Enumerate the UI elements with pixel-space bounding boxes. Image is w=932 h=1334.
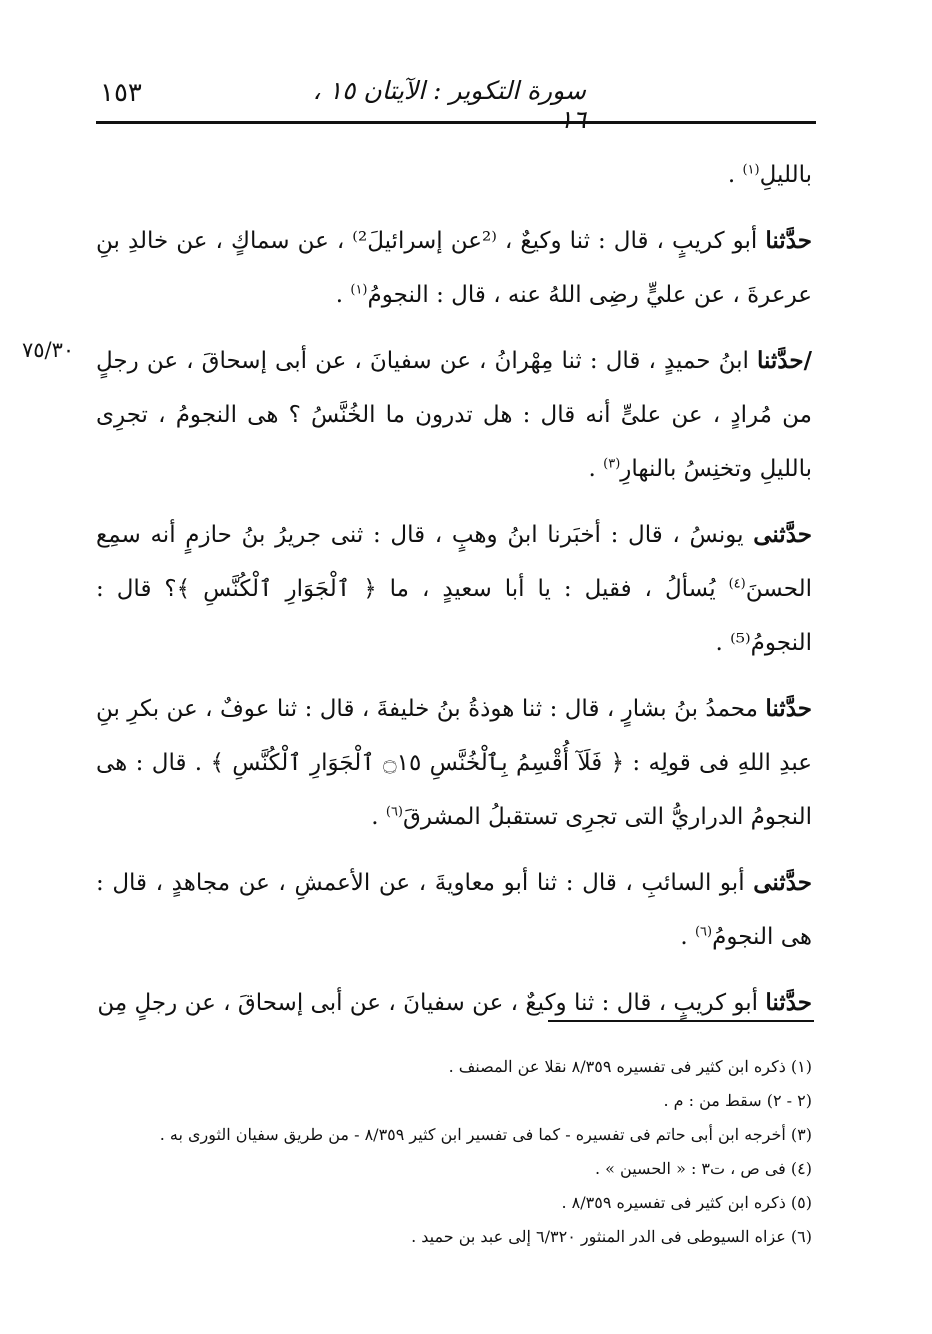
footnote-marker: (٣) <box>603 456 621 472</box>
footnote-marker: (٦) <box>694 924 713 940</box>
narrator-word: حدَّثنا <box>765 227 812 254</box>
page-header <box>96 74 816 134</box>
paragraph-text: أبو كريبٍ ، قال : ثنا وكيعٌ ، ⁽²عن إسرائيلَ²⁾ ، عن سماكٍ ، عن خالدِ بنِ عرعرةَ ، عن عليٍّ رضِى اللهُ عنه ، قال : النجومُ <box>96 228 812 308</box>
footnote: (١) ذكره ابن كثير فى تفسيره ٨/٣٥٩ نقلا عن المصنف . <box>448 1057 812 1076</box>
narrator-word: حدَّثنا <box>765 695 812 722</box>
narrator-word: حدَّثنى <box>753 521 812 548</box>
paragraph <box>96 682 812 844</box>
paragraph <box>96 214 812 322</box>
narrator-word: حدَّثنا <box>765 989 812 1016</box>
page-number: ١٥٣ <box>100 78 142 108</box>
paragraph <box>96 148 812 202</box>
paragraph-text: بالليلِ <box>759 162 812 188</box>
footnote: (٣) أخرجه ابن أبى حاتم فى تفسيره - كما فى تفسير ابن كثير ٨/٣٥٩ - من طريق سفيان الثورى به . <box>159 1125 812 1144</box>
header-rule <box>96 121 816 124</box>
paragraph-text: يونسُ ، قال : أخبَرنا ابنُ وهبٍ ، قال : ثنى جريرُ بنُ حازمٍ أنه سمِع الحسنَ <box>96 522 812 602</box>
paragraph-text: محمدُ بنُ بشارٍ ، قال : ثنا هوذةُ بنُ خليفةَ ، قال : ثنا عوفٌ ، عن بكرِ بنِ عبدِ اللهِ فى قولِه : ﴿ فَلَآ أُقْسِمُ بِٱلْخُنَّسِ ۝١٥ ٱلْجَوَارِ ٱلْكُنَّسِ ﴾ . قال : هى النجومُ الدراريُّ التى تجرِى تستقبلُ المشرقَ <box>96 696 812 830</box>
footnote-marker: (٤) <box>728 576 746 592</box>
paragraph-text: أبو كريبٍ ، قال : ثنا وكيعٌ ، عن سفيانَ ، عن أبى إسحاقَ ، عن رجلٍ مِن <box>97 990 766 1016</box>
footnote: (٤) فى ص ، ت٣ : « الحسين » . <box>595 1159 812 1178</box>
footnote-marker: (١) <box>742 162 760 178</box>
paragraph-tail: . <box>588 456 604 482</box>
footnote-marker: (٦) <box>385 804 403 820</box>
footnote-rule <box>548 1020 814 1022</box>
margin-reference: ٧٥/٣٠ <box>22 338 75 362</box>
narrator-word: /حدَّثنا <box>756 347 812 374</box>
footnote: (٥) ذكره ابن كثير فى تفسيره ٨/٣٥٩ . <box>561 1193 812 1212</box>
footnote-marker: (١) <box>350 282 368 298</box>
paragraph <box>96 334 812 496</box>
footnote: (٢ - ٢) سقط من : م . <box>663 1091 812 1110</box>
paragraph <box>96 856 812 964</box>
paragraph-tail: . <box>680 924 695 950</box>
main-text <box>96 148 812 1042</box>
running-title: سورة التكوير : الآيتان ١٥ ، ١٦ <box>312 76 586 134</box>
narrator-word: حدَّثنى <box>753 869 812 896</box>
paragraph-tail: . <box>727 162 743 188</box>
paragraph-text: أبو السائبِ ، قال : ثنا أبو معاويةَ ، عن الأعمشِ ، عن مجاهدٍ ، قال : هى النجومُ <box>96 870 812 950</box>
footnotes <box>96 1050 812 1254</box>
paragraph-tail: . <box>335 282 351 308</box>
footnote: (٦) عزاه السيوطى فى الدر المنثور ٦/٣٢٠ إلى عبد بن حميد . <box>411 1227 812 1246</box>
paragraph-text: ابنُ حميدٍ ، قال : ثنا مِهْرانُ ، عن سفيانَ ، عن أبى إسحاقَ ، عن رجلٍ من مُرادٍ ، عن علىٍّ أنه قال : هل تدرون ما الخُنَّسُ ؟ هى النجومُ ، تجرِى بالليلِ وتخنِسُ بالنهارِ <box>96 348 812 482</box>
paragraph-tail: يُسألُ ، فقيل : يا أبا سعيدٍ ، ما ﴿ ٱلْجَوَارِ ٱلْكُنَّسِ ﴾؟ قال : النجومُ⁽⁵⁾ . <box>96 576 812 656</box>
paragraph-tail: . <box>371 804 386 830</box>
paragraph <box>96 508 812 670</box>
